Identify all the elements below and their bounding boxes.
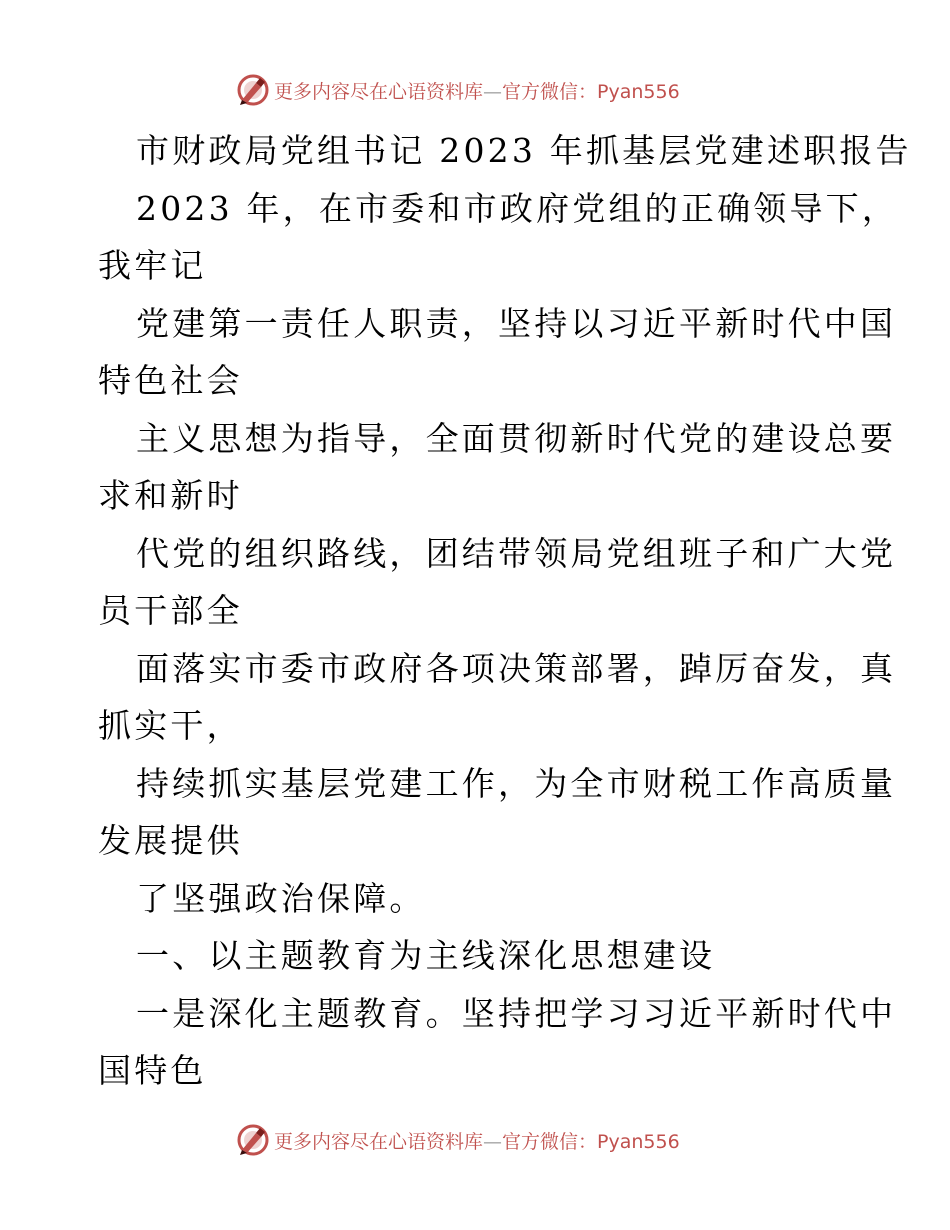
footer-banner-text [274,1127,680,1154]
footer-banner-main: 更多内容尽在心语资料库 [274,1130,484,1153]
header-banner-text [274,77,680,104]
paragraph-lines [98,180,899,1100]
header-banner-wechat-id: Pyan556 [597,80,680,103]
pen-circle-logo-icon [236,1123,270,1157]
paragraph-line: 一、以主题教育为主线深化思想建设 [136,936,716,975]
paragraph-line: 特色社会 [98,361,243,400]
footer-banner-label: 官方微信： [502,1130,598,1153]
paragraph-line: 党建第一责任人职责，坚持以习近平新时代中国 [136,303,897,343]
document-body [98,122,912,1100]
paragraph-line: 求和新时 [98,476,243,515]
paragraph-line: 主义思想为指导，全面贯彻新时代党的建设总要 [136,418,897,458]
header-banner-label: 官方微信： [502,80,598,103]
paragraph-line: 我牢记 [98,246,207,285]
document-title: 市财政局党组书记 2023 年抓基层党建述职报告 [136,131,912,170]
footer-banner-dash: — [483,1130,503,1153]
header-banner-main: 更多内容尽在心语资料库 [274,80,484,103]
paragraph-line: 2023 年，在市委和市政府党组的正确领导下， [136,188,899,228]
paragraph-line: 国特色 [98,1051,207,1090]
paragraph-line: 代党的组织路线，团结带领局党组班子和广大党 [136,533,897,573]
paragraph-line: 面落实市委市政府各项决策部署，踔厉奋发，真 [136,648,897,688]
pen-circle-logo-icon [236,73,270,107]
paragraph-line: 员干部全 [98,591,243,630]
paragraph-line: 了坚强政治保障。 [136,878,426,918]
footer-banner-wechat-id: Pyan556 [597,1130,680,1153]
footer-watermark-banner [236,1122,680,1158]
paragraph-line: 持续抓实基层党建工作，为全市财税工作高质量 [136,763,897,803]
paragraph-line: 一是深化主题教育。坚持把学习习近平新时代中 [136,993,897,1033]
paragraph-line: 发展提供 [98,821,243,860]
paragraph-line: 抓实干， [98,706,243,745]
header-banner-dash: — [483,80,503,103]
header-watermark-banner [236,72,680,108]
